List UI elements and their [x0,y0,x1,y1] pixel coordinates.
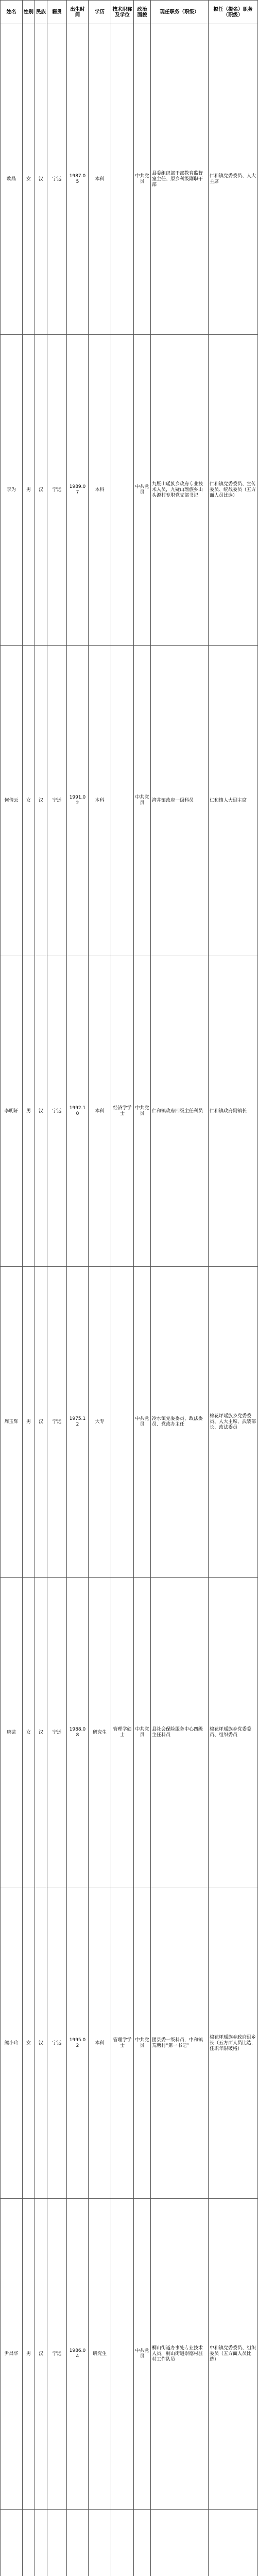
cell-birth-date: 1988.08 [67,1578,89,1888]
cell-proposed-post: 仁和镇党委委员、宣传委员、统战委员（五方面人员比选） [209,335,258,646]
cell-education: 研究生 [89,1578,111,1888]
cell-title-degree: 管理学硕士 [111,1578,134,1888]
cell-proposed-post: 棉花坪瑶族乡政府副乡长（五方面人员比选，任职年限破格） [209,1888,258,2199]
cell-title-degree: 管理学学士 [111,1888,134,2199]
cell-ethnicity: 汉 [35,24,47,335]
cell-native-place: 宁远 [47,1578,67,1888]
cell-name: 何倩云 [1,646,23,956]
cell-current-post: 县社会保险服务中心四级主任科员 [151,1578,209,1888]
cell-proposed-post: 仁和镇政府副镇长 [209,956,258,1267]
cell-title-degree [111,2199,134,2510]
table-row [1,335,258,646]
cell-title-degree [111,24,134,335]
cell-name: 李为 [1,335,23,646]
cell-birth-date [67,2510,89,2576]
cell-current-post: 桐山街道办事处专业技术人员，桐山街道崇德村驻村工作队员 [151,2199,209,2510]
cell-education: 本科 [89,335,111,646]
cell-political-status: 中共党员 [134,335,151,646]
cell-native-place: 宁远 [47,2199,67,2510]
header-current-post: 现任职务（职级） [151,1,209,24]
header-name: 姓名 [1,1,23,24]
cell-gender: 女 [23,24,35,335]
table-row [1,1578,258,1888]
cell-current-post: 湾井镇政府一级科员 [151,646,209,956]
cell-current-post: 仁和镇政府四级主任科员 [151,956,209,1267]
cell-political-status: 中共党员 [134,956,151,1267]
cell-native-place [47,2510,67,2576]
cell-title-degree [111,2510,134,2576]
cell-birth-date: 1989.07 [67,335,89,646]
cell-gender: 男 [23,1267,35,1578]
cell-native-place: 宁远 [47,1888,67,2199]
cell-current-post: 冷水镇党委委员、政法委员、党政办主任 [151,1267,209,1578]
cell-gender: 女 [23,646,35,956]
cell-birth-date: 1991.02 [67,646,89,956]
cell-gender: 女 [23,1578,35,1888]
table-row [1,956,258,1267]
cell-political-status [134,2510,151,2576]
table-row [1,24,258,335]
cell-ethnicity: 汉 [35,956,47,1267]
table-row [1,1267,258,1578]
cell-education: 研究生 [89,2199,111,2510]
cell-native-place: 宁远 [47,335,67,646]
cell-name: 尹昌华 [1,2199,23,2510]
cell-current-post: 团县委一级科员，中和镇荒塘村“第一书记” [151,1888,209,2199]
table-header [1,1,258,24]
header-political-status: 政治面貌 [134,1,151,24]
cell-political-status: 中共党员 [134,1578,151,1888]
cell-political-status: 中共党员 [134,1888,151,2199]
cell-gender: 女 [23,1888,35,2199]
table-row [1,646,258,956]
header-gender: 性别 [23,1,35,24]
cell-current-post: 九疑山瑶族乡政府专业技术人员，九疑山瑶族乡山头源村专职党支部书记 [151,335,209,646]
cell-title-degree [111,335,134,646]
table-row [1,1888,258,2199]
cell-education: 本科 [89,646,111,956]
cell-title-degree [111,1267,134,1578]
cell-birth-date: 1992.10 [67,956,89,1267]
cell-political-status: 中共党员 [134,2199,151,2510]
cell-gender: 男 [23,2199,35,2510]
cell-political-status: 中共党员 [134,24,151,335]
cell-proposed-post: 仁和镇党委委员、人大主席 [209,24,258,335]
header-proposed-post: 拟任（提名）职务（职级） [209,1,258,24]
cell-proposed-post: 仁和镇人大副主席 [209,646,258,956]
header-ethnicity: 民族 [35,1,47,24]
cell-name [1,2510,23,2576]
cell-proposed-post: 中和镇党委委员、组织委员（五方面人员比选） [209,2199,258,2510]
cell-name: 周玉辉 [1,1267,23,1578]
table-body [1,24,258,2576]
cell-education: 大专 [89,1267,111,1578]
cell-political-status: 中共党员 [134,646,151,956]
cell-ethnicity: 汉 [35,335,47,646]
cell-gender [23,2510,35,2576]
cell-native-place: 宁远 [47,1267,67,1578]
header-birth-date: 出生时间 [67,1,89,24]
cell-native-place: 宁远 [47,24,67,335]
cell-gender: 男 [23,335,35,646]
cell-gender: 男 [23,956,35,1267]
cell-title-degree: 经济学学士 [111,956,134,1267]
document-page [0,0,257,309]
cell-name: 欧晶 [1,24,23,335]
cell-name: 唐芸 [1,1578,23,1888]
cell-ethnicity: 汉 [35,1267,47,1578]
cell-education: 本科 [89,24,111,335]
cell-native-place: 宁远 [47,956,67,1267]
cell-ethnicity: 汉 [35,646,47,956]
cell-proposed-post: 棉花坪瑶族乡党委委员、组织委员 [209,1578,258,1888]
cell-ethnicity [35,2510,47,2576]
cell-education [89,2510,111,2576]
cell-native-place: 宁远 [47,646,67,956]
cell-birth-date: 1986.04 [67,2199,89,2510]
header-title-degree: 技术职称及学位 [111,1,134,24]
table-row [1,2199,258,2510]
cell-proposed-post: 棉花坪瑶族乡党委委员、人大主席、武装部长、政法委员 [209,1267,258,1578]
cell-ethnicity: 汉 [35,1888,47,2199]
cell-birth-date: 1975.12 [67,1267,89,1578]
cell-birth-date: 1987.05 [67,24,89,335]
cell-proposed-post [209,2510,258,2576]
cell-current-post [151,2510,209,2576]
cell-education: 本科 [89,956,111,1267]
cell-name: 李明轩 [1,956,23,1267]
header-native-place: 籍贯 [47,1,67,24]
cell-education: 本科 [89,1888,111,2199]
cell-ethnicity: 汉 [35,1578,47,1888]
cell-current-post: 县委组织部干部教育监督室主任、原乡科级副职干部 [151,24,209,335]
header-education: 学历 [89,1,111,24]
table-row [1,2510,258,2576]
cell-political-status: 中共党员 [134,1267,151,1578]
cell-ethnicity: 汉 [35,2199,47,2510]
cell-title-degree [111,646,134,956]
cell-birth-date: 1995.02 [67,1888,89,2199]
cell-name: 熊小玲 [1,1888,23,2199]
